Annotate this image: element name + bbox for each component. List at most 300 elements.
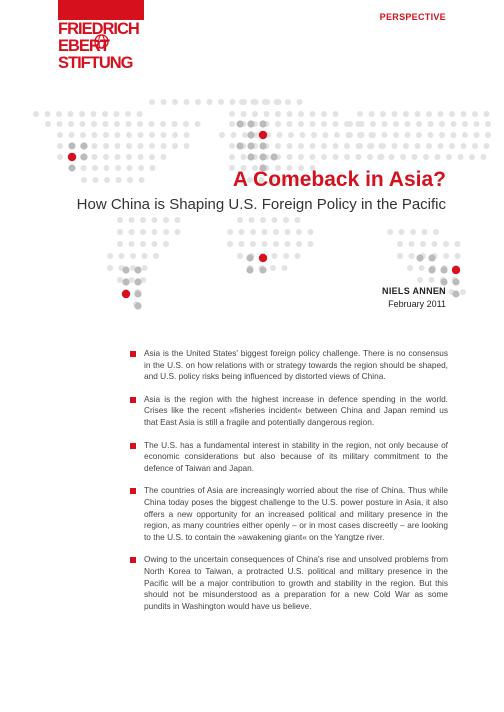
map-dot [227, 241, 233, 247]
map-dot [227, 229, 233, 235]
map-dot [184, 132, 190, 138]
map-dot [262, 99, 268, 105]
map-dot [163, 217, 169, 223]
map-dot [438, 111, 444, 117]
map-dot [172, 132, 178, 138]
map-dot [370, 121, 376, 127]
map-dot [287, 143, 293, 149]
map-dot [298, 154, 304, 160]
map-dot [288, 132, 294, 138]
map-dot [142, 265, 148, 271]
map-dot [460, 289, 466, 295]
map-dot [79, 111, 85, 117]
map-dot [283, 253, 289, 259]
map-dot [264, 111, 270, 117]
map-dot [138, 154, 144, 160]
map-dot [137, 121, 143, 127]
list-item-text: Asia is the United States' biggest foreign policy challenge. There is no consensus in the U.S. on how relations with or strategy towards the region should be shaped, and U.S. policy risks being influenced by distorted views of China. [144, 348, 448, 382]
map-dot [440, 266, 447, 273]
map-dot [270, 265, 276, 271]
map-dot [344, 143, 350, 149]
map-dot [321, 154, 327, 160]
map-dot [347, 132, 353, 138]
map-dot [428, 266, 435, 273]
map-dot [149, 132, 155, 138]
map-dot [439, 121, 445, 127]
map-dot [415, 143, 421, 149]
map-dot [274, 99, 280, 105]
map-dot [310, 121, 316, 127]
map-dot [455, 253, 461, 259]
list-item [130, 348, 448, 383]
map-dot [114, 121, 120, 127]
map-dot [175, 229, 181, 235]
map-dot [57, 121, 63, 127]
map-dot [405, 132, 411, 138]
map-dot [219, 132, 225, 138]
map-dot [420, 241, 426, 247]
map-dot [272, 253, 278, 259]
map-dot [149, 143, 155, 149]
map-dot [153, 253, 159, 259]
map-dot [428, 254, 435, 261]
map-dot [80, 153, 87, 160]
map-dot [369, 111, 375, 117]
map-dot [161, 99, 167, 105]
map-dot [449, 111, 455, 117]
map-dot [275, 111, 281, 117]
map-dot [287, 121, 293, 127]
map-dot [310, 154, 316, 160]
map-dot [410, 229, 416, 235]
map-dot [104, 165, 110, 171]
map-dot [134, 278, 141, 285]
map-dot [184, 143, 190, 149]
bullet-square-icon [130, 443, 136, 449]
map-dot [403, 111, 409, 117]
map-dot [126, 121, 132, 127]
map-dot [333, 111, 339, 117]
map-dot [405, 121, 411, 127]
map-dot [400, 154, 406, 160]
map-dot [416, 121, 422, 127]
map-dot [92, 143, 98, 149]
map-dot [438, 143, 444, 149]
map-dot [259, 153, 266, 160]
map-dot [259, 142, 266, 149]
map-dot [122, 290, 130, 298]
author-name: NIELS ANNEN [382, 286, 446, 296]
map-dot [140, 229, 146, 235]
map-dot [152, 229, 158, 235]
map-dot [308, 241, 314, 247]
map-dot [439, 132, 445, 138]
map-dot [126, 154, 132, 160]
map-dot [161, 143, 167, 149]
map-dot [452, 266, 460, 274]
map-dot [443, 253, 449, 259]
map-dot [412, 154, 418, 160]
map-dot [81, 177, 87, 183]
map-dot [387, 229, 393, 235]
map-dot [160, 121, 166, 127]
map-dot [149, 121, 155, 127]
map-dot [33, 111, 39, 117]
map-dot [344, 154, 350, 160]
list-item-text: Asia is the region with the highest increase in defence spending in the world. Crises like the recent »fisheries incident« between China and Japan remind us that East Asia is still a fragile and potentially dangerous region. [144, 393, 448, 427]
map-dot [277, 132, 283, 138]
map-dot [380, 111, 386, 117]
map-dot [218, 99, 224, 105]
page-title: A Comeback in Asia? [232, 168, 446, 191]
map-dot [69, 132, 75, 138]
map-dot [260, 217, 266, 223]
map-dot [380, 143, 386, 149]
map-dot [422, 229, 428, 235]
map-dot [137, 111, 143, 117]
map-dot [246, 266, 253, 273]
map-dot [382, 132, 388, 138]
map-dot [485, 132, 491, 138]
map-dot [481, 154, 487, 160]
map-dot [308, 229, 314, 235]
map-dot [259, 120, 266, 127]
map-dot [80, 142, 87, 149]
map-dot [298, 121, 304, 127]
map-dot [419, 265, 425, 271]
map-dot [114, 111, 120, 117]
map-dot [484, 143, 490, 149]
map-dot [251, 99, 257, 105]
map-dot [409, 253, 415, 259]
map-dot [92, 154, 98, 160]
map-dot [452, 290, 459, 297]
map-dot [103, 132, 109, 138]
map-dot [161, 154, 167, 160]
map-dot [310, 111, 316, 117]
map-dot [270, 153, 277, 160]
map-dot [451, 132, 457, 138]
map-dot [126, 143, 132, 149]
map-dot [91, 121, 97, 127]
map-dot [287, 154, 293, 160]
map-dot [115, 132, 121, 138]
map-dot [117, 277, 123, 283]
map-dot [150, 165, 156, 171]
map-dot [300, 132, 306, 138]
map-dot [149, 99, 155, 105]
map-dot [334, 132, 340, 138]
map-dot [163, 229, 169, 235]
map-dot [152, 241, 158, 247]
map-dot [446, 154, 452, 160]
map-dot [237, 253, 243, 259]
map-dot [409, 241, 415, 247]
map-dot [311, 132, 317, 138]
map-dot [458, 154, 464, 160]
map-dot [68, 153, 76, 161]
map-dot [474, 132, 480, 138]
map-dot [393, 121, 399, 127]
map-dot [138, 143, 144, 149]
map-dot [370, 132, 376, 138]
logo-line-2: EBERT [58, 37, 109, 55]
logo-line-1: FRIEDRICH [58, 20, 139, 38]
map-dot [175, 217, 181, 223]
map-dot [116, 177, 122, 183]
map-dot [275, 121, 281, 127]
map-dot [242, 132, 248, 138]
list-item [130, 440, 448, 475]
map-dot [68, 164, 75, 171]
map-dot [273, 229, 279, 235]
map-dot [237, 217, 243, 223]
map-dot [195, 121, 201, 127]
map-dot [57, 143, 63, 149]
map-dot [469, 154, 475, 160]
map-dot [91, 111, 97, 117]
map-dot [130, 253, 136, 259]
map-dot [392, 143, 398, 149]
map-dot [333, 154, 339, 160]
map-dot [129, 241, 135, 247]
map-dot [140, 241, 146, 247]
map-dot [184, 99, 190, 105]
map-dot [239, 229, 245, 235]
map-dot [140, 217, 146, 223]
map-dot [115, 154, 121, 160]
map-dot [126, 132, 132, 138]
map-dot [321, 143, 327, 149]
map-dot [428, 121, 434, 127]
map-dot [297, 99, 303, 105]
map-dot [407, 265, 413, 271]
map-dot [129, 217, 135, 223]
map-dot [285, 229, 291, 235]
map-dot [239, 241, 245, 247]
map-dot [285, 241, 291, 247]
map-dot [287, 111, 293, 117]
map-dot [122, 278, 129, 285]
map-dot [393, 132, 399, 138]
bullet-square-icon [130, 488, 136, 494]
map-dot [119, 253, 125, 259]
map-dot [389, 154, 395, 160]
map-dot [45, 111, 51, 117]
map-dot [229, 143, 235, 149]
map-dot [462, 121, 468, 127]
map-dot [295, 217, 301, 223]
map-dot [272, 217, 278, 223]
map-dot [247, 142, 254, 149]
map-dot [103, 154, 109, 160]
map-dot [333, 143, 339, 149]
map-dot [440, 278, 447, 285]
map-dot [359, 121, 365, 127]
map-dot [426, 143, 432, 149]
map-dot [125, 111, 131, 117]
map-dot [321, 111, 327, 117]
map-dot [250, 241, 256, 247]
map-dot [236, 142, 243, 149]
map-dot [231, 132, 237, 138]
map-dot [474, 121, 480, 127]
map-dot [103, 121, 109, 127]
map-dot [382, 121, 388, 127]
map-dot [399, 229, 405, 235]
map-dot [416, 132, 422, 138]
map-dot [356, 154, 362, 160]
map-dot [323, 132, 329, 138]
map-dot [138, 132, 144, 138]
map-dot [415, 111, 421, 117]
map-dot [134, 290, 141, 297]
map-dot [239, 99, 245, 105]
map-dot [296, 241, 302, 247]
map-dot [104, 177, 110, 183]
map-dot [92, 165, 98, 171]
publication-date: February 2011 [388, 299, 446, 309]
bullet-square-icon [130, 557, 136, 563]
map-dot [347, 121, 353, 127]
map-dot [283, 217, 289, 223]
map-dot [68, 142, 75, 149]
map-dot [138, 165, 144, 171]
map-dot [282, 265, 288, 271]
map-dot [80, 121, 86, 127]
map-dot [462, 132, 468, 138]
map-dot [81, 165, 87, 171]
map-dot [134, 302, 141, 309]
map-dot [367, 154, 373, 160]
map-dot [68, 111, 74, 117]
map-dot [321, 121, 327, 127]
map-dot [429, 277, 435, 283]
map-dot [134, 266, 141, 273]
map-dot [435, 154, 441, 160]
list-item [130, 554, 448, 612]
map-dot [449, 143, 455, 149]
map-dot [428, 132, 434, 138]
map-dot [433, 229, 439, 235]
map-dot [461, 111, 467, 117]
map-dot [129, 229, 135, 235]
map-dot [127, 165, 133, 171]
map-dot [57, 132, 63, 138]
list-item [130, 394, 448, 429]
map-dot [296, 229, 302, 235]
map-dot [247, 153, 254, 160]
map-dot [229, 111, 235, 117]
map-dot [115, 143, 121, 149]
map-dot [149, 154, 155, 160]
map-dot [230, 99, 236, 105]
map-dot [172, 99, 178, 105]
list-item [130, 485, 448, 543]
map-dot [122, 266, 129, 273]
map-dot [252, 111, 258, 117]
list-item-text: The countries of Asia are increasingly worried about the rise of China. Thus while China today poses the biggest challenge to the U.S. power posture in Asia, it also offers a new opportunity for an increased political and military presence in the region, as many countries either openly – or in most cases discreetly – are looking to the U.S. to contain the »awakening giant« on the Yangtze river. [144, 485, 448, 542]
map-dot [485, 121, 491, 127]
map-dot [262, 241, 268, 247]
map-dot [236, 120, 243, 127]
map-dot [163, 241, 169, 247]
map-dot [172, 143, 178, 149]
map-dot [107, 265, 113, 271]
map-dot [92, 132, 98, 138]
map-dot [298, 111, 304, 117]
map-dot [161, 132, 167, 138]
map-dot [397, 241, 403, 247]
map-dot [472, 143, 478, 149]
map-dot [310, 143, 316, 149]
map-dot [461, 143, 467, 149]
map-dot [115, 165, 121, 171]
map-dot [259, 131, 267, 139]
map-dot [93, 177, 99, 183]
map-dot [423, 154, 429, 160]
map-dot [183, 121, 189, 127]
map-dot [229, 121, 235, 127]
map-dot [241, 154, 247, 160]
map-dot [117, 229, 123, 235]
map-dot [107, 253, 113, 259]
map-dot [246, 254, 253, 261]
map-dot [127, 177, 133, 183]
map-dot [117, 241, 123, 247]
map-dot [397, 253, 403, 259]
map-dot [247, 120, 254, 127]
map-dot [369, 143, 375, 149]
map-dot [139, 177, 145, 183]
map-dot [229, 154, 235, 160]
map-dot [377, 154, 383, 160]
map-dot [403, 143, 409, 149]
map-dot [295, 253, 301, 259]
perspective-label: PERSPECTIVE [379, 12, 446, 22]
map-dot [56, 111, 62, 117]
map-dot [68, 121, 74, 127]
bullet-square-icon [130, 397, 136, 403]
summary-list [130, 348, 448, 623]
list-item-text: Owing to the uncertain consequences of China's rise and unsolved problems from North Korea to Taiwan, a protracted U.S. political and military presence in the Pacific will be a major contribution to growth and stability in the region. But this should not be misunderstood as a preparation for a new Cold War as some pundits in Washington would have us believe. [144, 554, 448, 611]
map-dot [80, 132, 86, 138]
map-dot [273, 241, 279, 247]
map-dot [443, 241, 449, 247]
map-dot [195, 99, 201, 105]
map-dot [142, 253, 148, 259]
map-dot [249, 217, 255, 223]
map-dot [426, 111, 432, 117]
map-dot [250, 229, 256, 235]
map-dot [241, 111, 247, 117]
map-dot [102, 111, 108, 117]
map-dot [452, 278, 459, 285]
map-dot [451, 121, 457, 127]
map-dot [275, 143, 281, 149]
map-dot [333, 121, 339, 127]
map-dot [455, 241, 461, 247]
map-dot [45, 121, 51, 127]
page-subtitle: How China is Shaping U.S. Foreign Policy in the Pacific [76, 196, 446, 213]
map-dot [392, 111, 398, 117]
map-dot [152, 217, 158, 223]
map-dot [484, 111, 490, 117]
map-dot [247, 131, 254, 138]
map-dot [259, 254, 267, 262]
map-dot [432, 241, 438, 247]
map-dot [472, 111, 478, 117]
